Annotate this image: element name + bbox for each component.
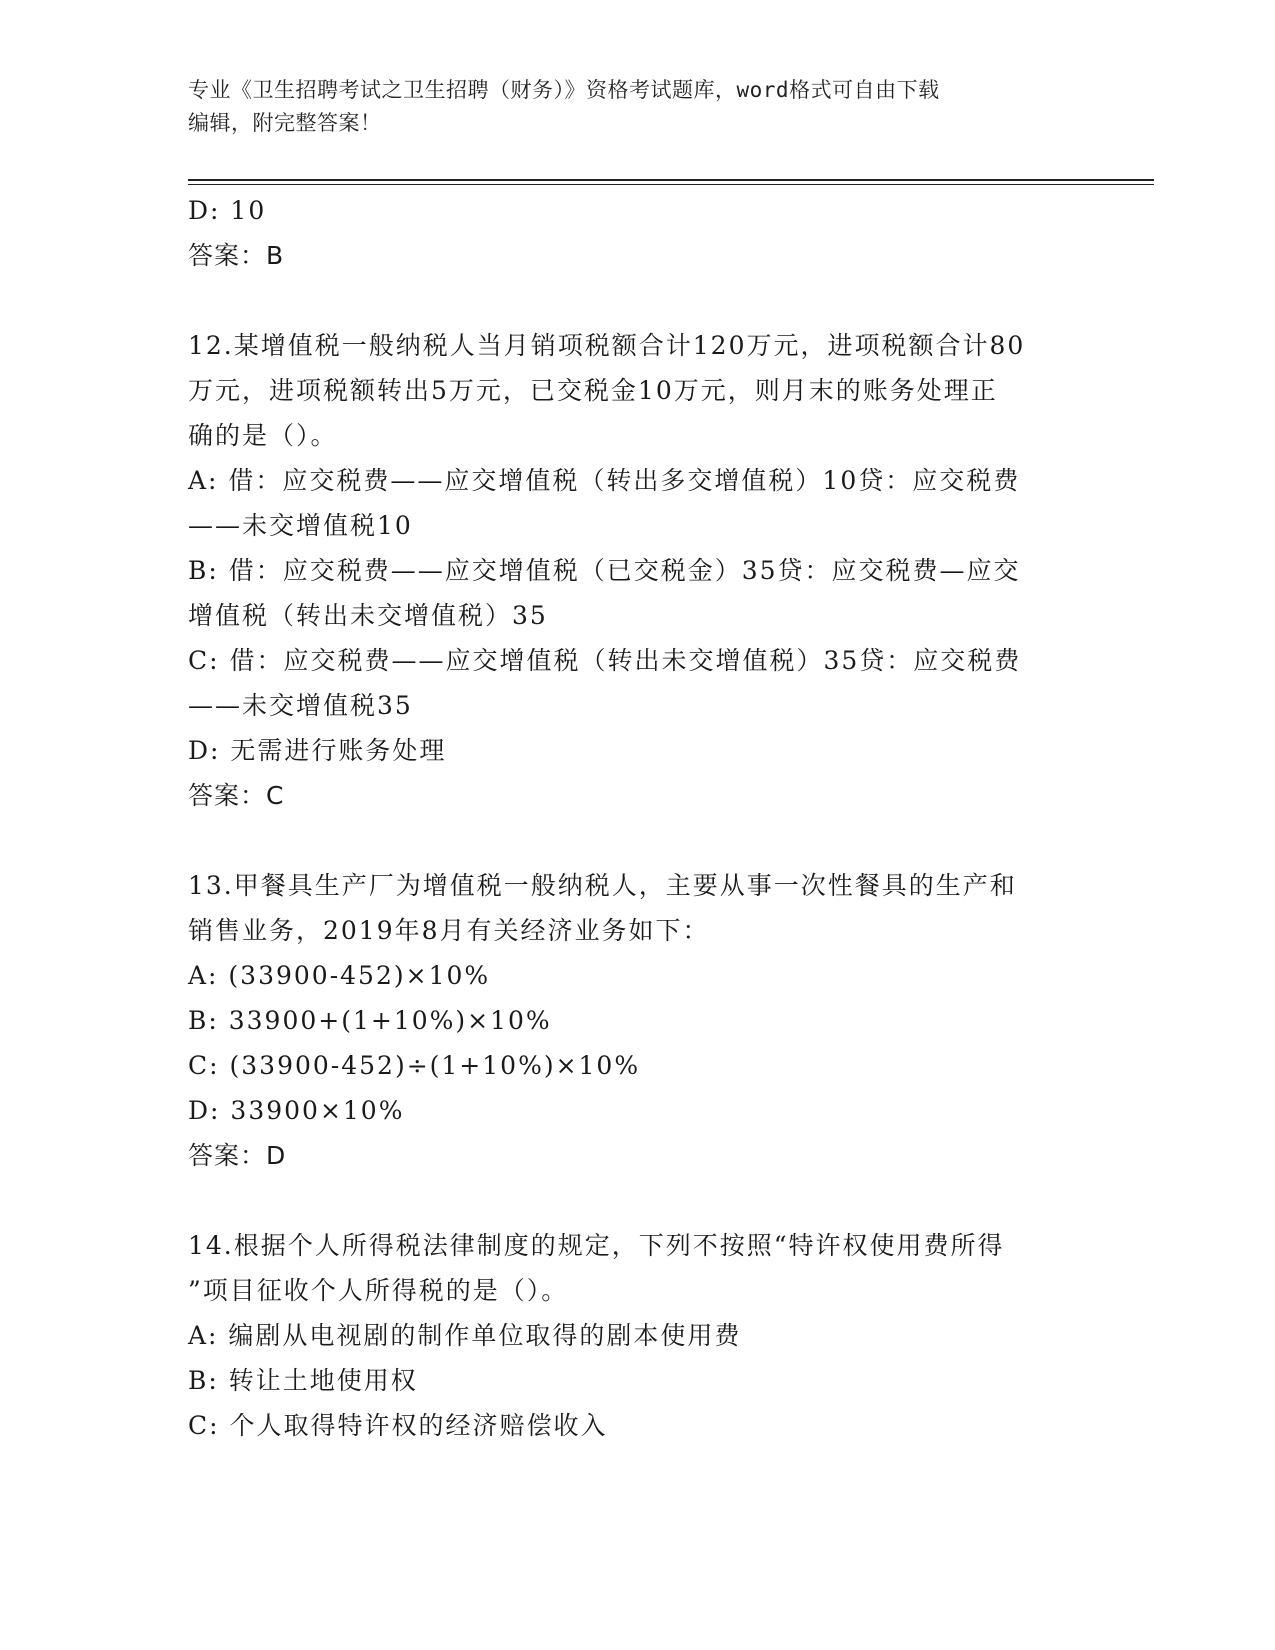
option-b-continued: 增值税（转出未交增值税）35 [188, 601, 548, 630]
prev-question-tail [188, 188, 1088, 278]
question-stem: 14.根据个人所得税法律制度的规定，下列不按照“特许权使用费所得 [188, 1231, 1005, 1260]
header-line-1: 专业《卫生招聘考试之卫生招聘（财务）》资格考试题库，word格式可自由下载 [188, 78, 940, 102]
option-c-continued: ——未交增值税35 [188, 691, 413, 720]
answer-label: 答案：B [188, 241, 285, 270]
option-c: C: 个人取得特许权的经济赔偿收入 [188, 1411, 608, 1440]
header-divider-thin [188, 184, 1154, 185]
question-stem: 销售业务，2019年8月有关经济业务如下： [188, 916, 710, 945]
question-stem: 13.甲餐具生产厂为增值税一般纳税人，主要从事一次性餐具的生产和 [188, 871, 1017, 900]
spacer [188, 818, 1088, 863]
option-c: C: 借：应交税费——应交增值税（转出未交增值税）35贷：应交税费 [188, 646, 1022, 675]
option-a: A: 编剧从电视剧的制作单位取得的剧本使用费 [188, 1321, 742, 1350]
option-d: D: 10 [188, 196, 267, 225]
question-stem: 万元，进项税额转出5万元，已交税金10万元，则月末的账务处理正 [188, 376, 998, 405]
option-b: B: 33900+(1+10%)×10% [188, 1006, 552, 1035]
answer-label: 答案：D [188, 1141, 287, 1170]
option-d: D: 33900×10% [188, 1096, 405, 1125]
answer-label: 答案：C [188, 781, 285, 810]
page-header [188, 74, 1088, 140]
option-b: B: 借：应交税费——应交增值税（已交税金）35贷：应交税费—应交 [188, 556, 1021, 585]
question-stem: ”项目征收个人所得税的是（）。 [188, 1276, 569, 1305]
option-a-continued: ——未交增值税10 [188, 511, 413, 540]
option-d: D: 无需进行账务处理 [188, 736, 447, 765]
option-a: A: 借：应交税费——应交增值税（转出多交增值税）10贷：应交税费 [188, 466, 1021, 495]
spacer [188, 1178, 1088, 1223]
question-content [188, 188, 1088, 1448]
question-14 [188, 1223, 1088, 1448]
option-c: C: (33900-452)÷(1+10%)×10% [188, 1051, 641, 1080]
question-stem: 12.某增值税一般纳税人当月销项税额合计120万元，进项税额合计80 [188, 331, 1026, 360]
question-12 [188, 323, 1088, 818]
spacer [188, 278, 1088, 323]
header-divider-thick [188, 179, 1154, 181]
option-b: B: 转让土地使用权 [188, 1366, 418, 1395]
question-13 [188, 863, 1088, 1178]
header-line-2: 编辑，附完整答案！ [188, 111, 382, 135]
question-stem: 确的是（）。 [188, 421, 338, 450]
option-a: A: (33900-452)×10% [188, 961, 491, 990]
